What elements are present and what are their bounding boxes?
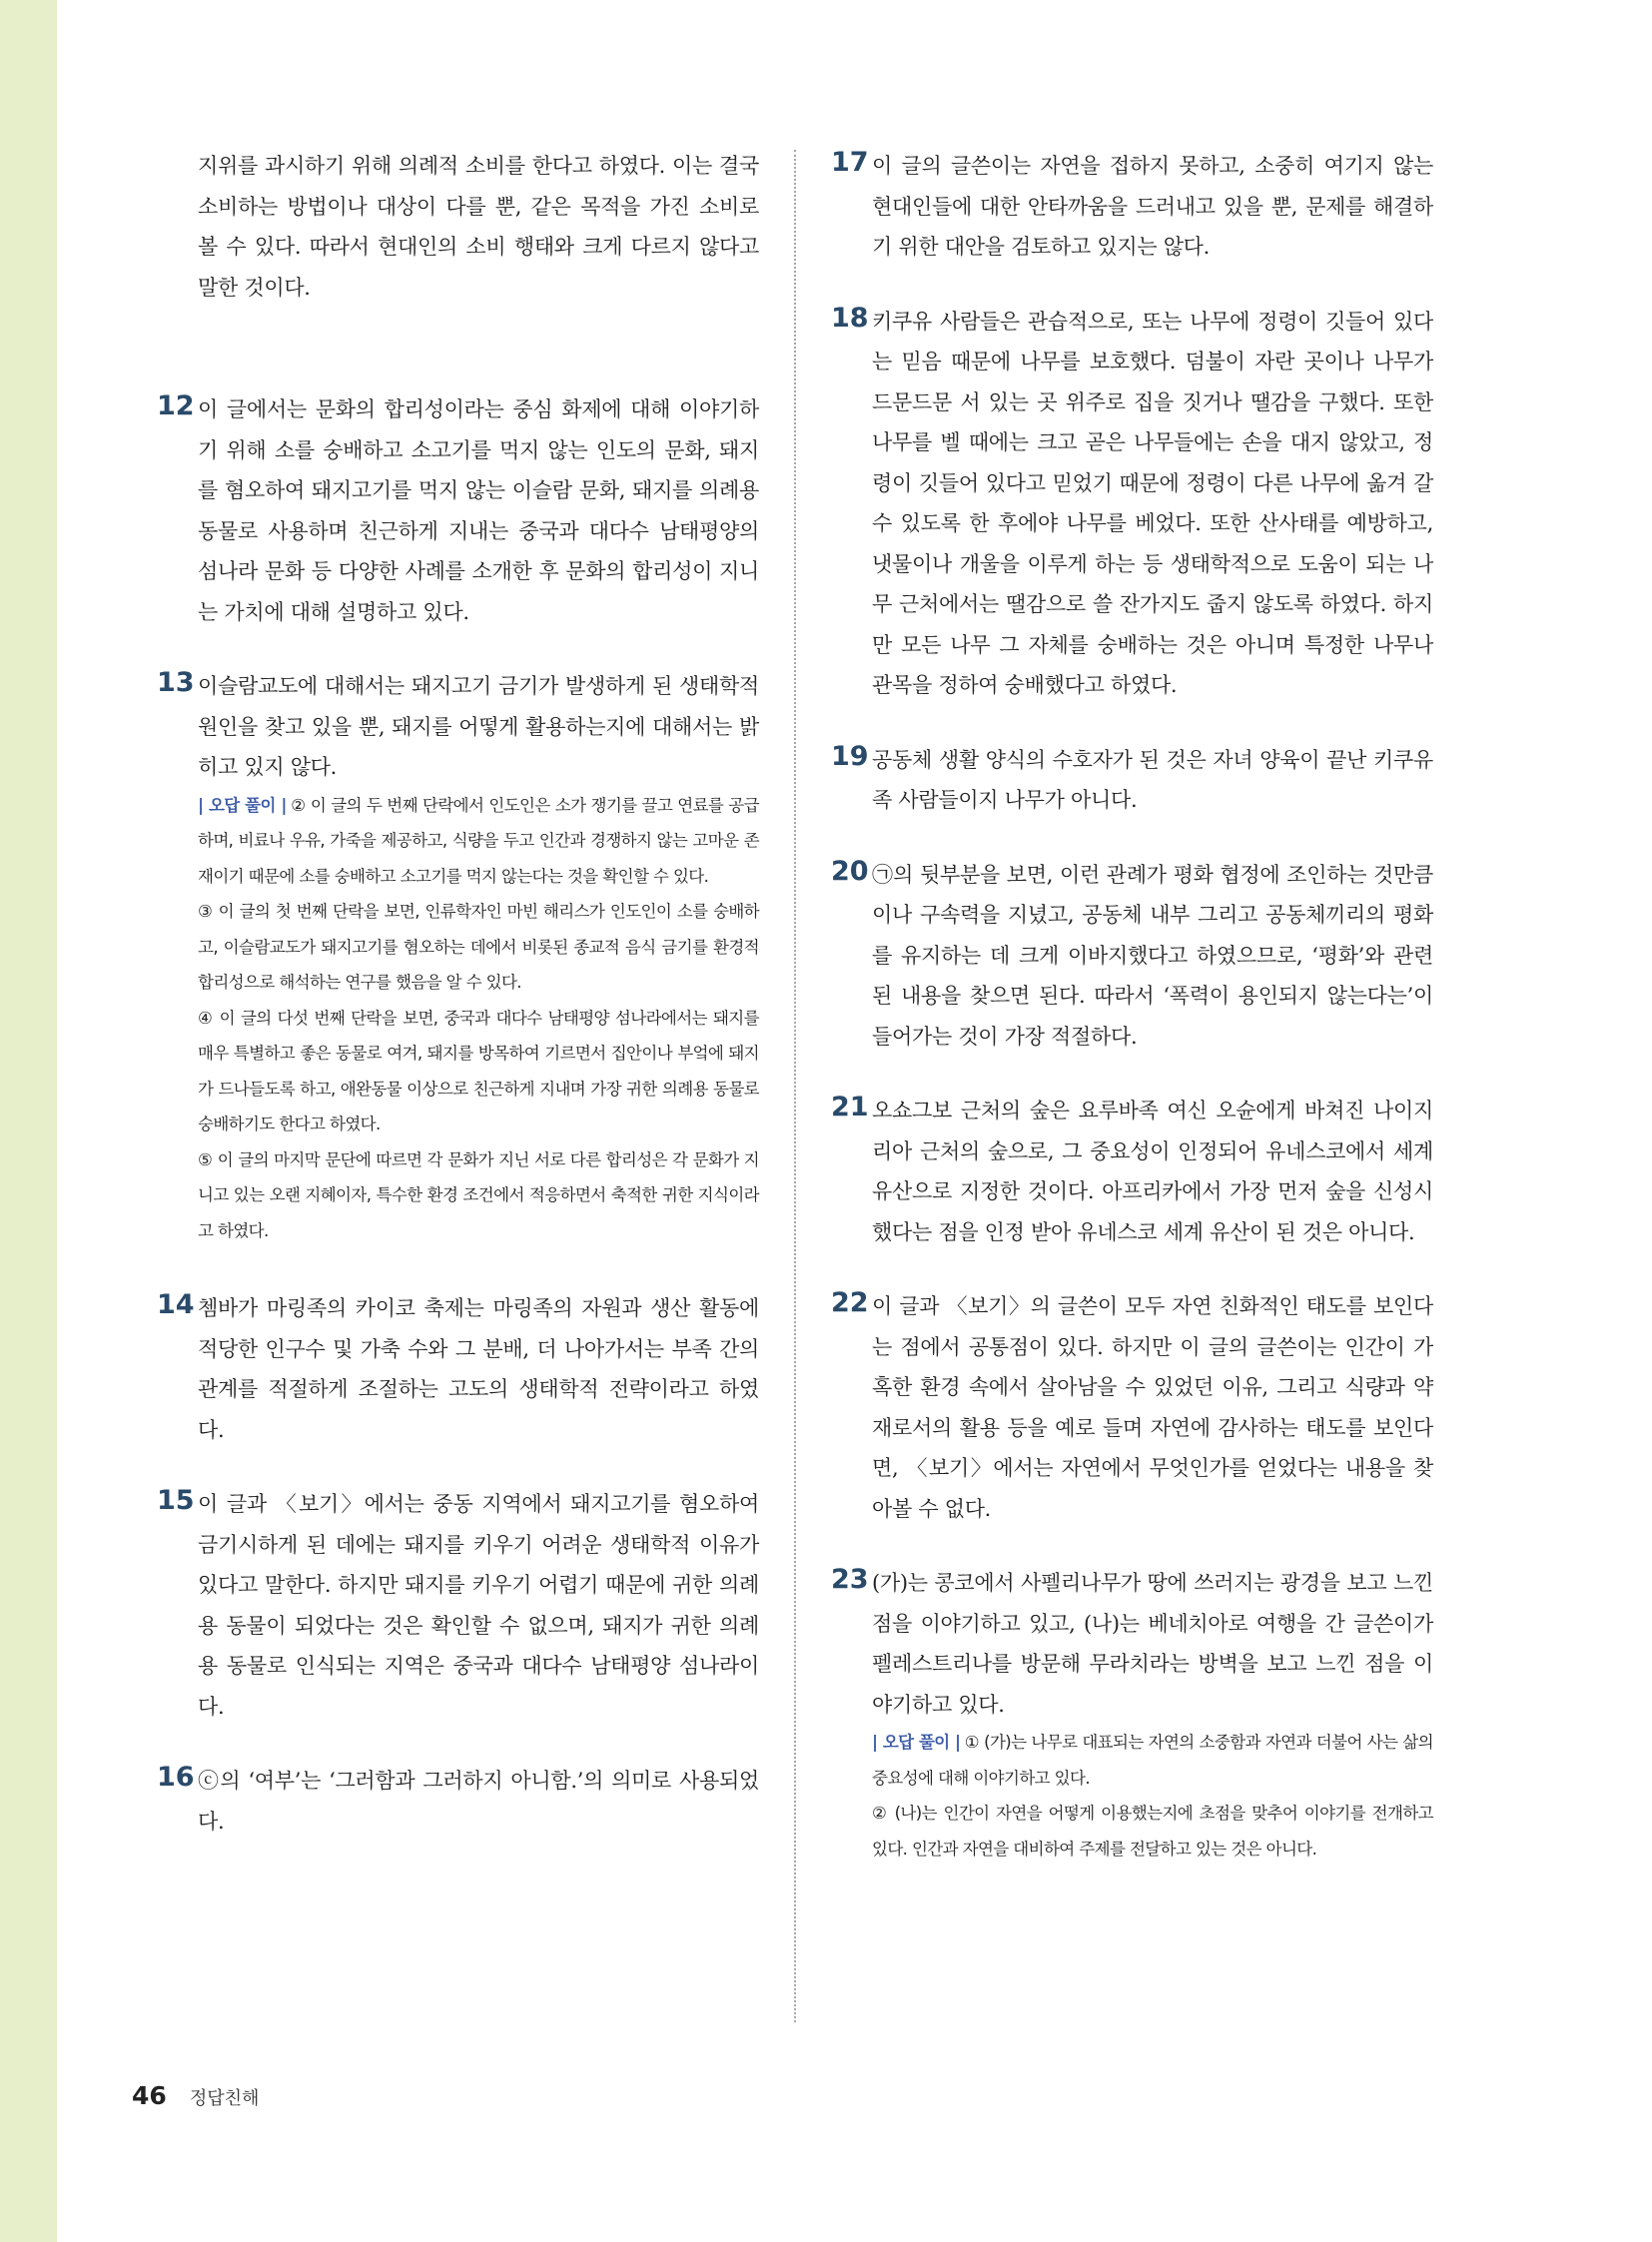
page-footer [132, 2081, 259, 2110]
note-text: ① (가)는 나무로 대표되는 자연의 소중함과 자연과 더불어 사는 삶의 중요성에 대해 이야기하고 있다. [872, 1733, 1433, 1788]
right-column [831, 146, 1433, 1900]
item-text: ⓒ의 ‘여부’는 ‘그러함과 그러하지 아니함.’의 의미로 사용되었다. [198, 1769, 759, 1834]
item-text: 공동체 생활 양식의 수호자가 된 것은 자녀 양육이 끝난 키쿠유족 사람들이지 나무가 아니다. [872, 747, 1433, 812]
item-text: 쳄바가 마링족의 카이코 축제는 마링족의 자원과 생산 활동에 적당한 인구수 및 가축 수와 그 분배, 더 나아가서는 부족 간의 관계를 적절하게 조절하는 고도의 생태학적 전략이라고 하였다. [198, 1296, 759, 1442]
item-text: 이슬람교도에 대해서는 돼지고기 금기가 발생하게 된 생태학적 원인을 찾고 있을 뿐, 돼지를 어떻게 활용하는지에 대해서는 밝히고 있지 않다. [198, 674, 759, 779]
item-number: 23 [831, 1564, 869, 1595]
answer-item-13 [157, 666, 759, 1248]
answer-item-19 [831, 740, 1433, 821]
item-text: 오쇼그보 근처의 숲은 요루바족 여신 오슌에게 바쳐진 나이지리아 근처의 숲으로, 그 중요성이 인정되어 유네스코에서 세계 유산으로 지정한 것이다. 아프리카에서 가장 먼저 숲을 신성시했다는 점을 인정 받아 유네스코 세계 유산이 된 것은 아니다. [872, 1099, 1433, 1244]
answer-item-22 [831, 1286, 1433, 1529]
note-text: ② 이 글의 두 번째 단락에서 인도인은 소가 쟁기를 끌고 연료를 공급하며, 비료나 우유, 가죽을 제공하고, 식량을 두고 인간과 경쟁하지 않는 고마운 존재이기 때문에 소를 숭배하고 소고기를 먹지 않는다는 것을 확인할 수 있다. [198, 795, 759, 886]
book-title-label: 정답친해 [189, 2088, 260, 2109]
answer-item-21 [831, 1091, 1433, 1252]
item-number: 13 [157, 667, 195, 698]
note-text: ② (나)는 인간이 자연을 어떻게 이용했는지에 초점을 맞추어 이야기를 전개하고 있다. 인간과 자연을 대비하여 주제를 전달하고 있는 것은 아니다. [872, 1804, 1433, 1859]
item-number: 12 [157, 390, 195, 421]
item-text: 이 글과 〈보기〉의 글쓴이 모두 자연 친화적인 태도를 보인다는 점에서 공통점이 있다. 하지만 이 글의 글쓴이는 인간이 가혹한 환경 속에서 살아남을 수 있었던 이유, 그리고 식량과 약재로서의 활용 등을 예로 들며 자연에 감사하는 태도를 보인다면, 〈보기〉에서는 자연에서 무엇인가를 얻었다는 내용을 찾아볼 수 없다. [872, 1294, 1433, 1521]
answer-item-23 [831, 1563, 1433, 1867]
wrong-answer-tag: | 오답 풀이 | [872, 1733, 961, 1752]
answer-item-14 [157, 1288, 759, 1450]
item-text: 이 글과 〈보기〉에서는 중동 지역에서 돼지고기를 혐오하여 금기시하게 된 데에는 돼지를 키우기 어려운 생태학적 이유가 있다고 말한다. 하지만 돼지를 키우기 어렵기 때문에 귀한 의례용 동물이 되었다는 것은 확인할 수 없으며, 돼지가 귀한 의례용 동물로 인식되는 지역은 중국과 대다수 남태평양 섬나라이다. [198, 1492, 759, 1719]
item-text: 키쿠유 사람들은 관습적으로, 또는 나무에 정령이 깃들어 있다는 믿음 때문에 나무를 보호했다. 덤불이 자란 곳이나 나무가 드문드문 서 있는 곳 위주로 집을 짓거나 땔감을 구했다. 또한 나무를 벨 때에는 크고 곧은 나무들에는 손을 대지 않았고, 정령이 깃들어 있다고 믿었기 때문에 정령이 다른 나무에 옮겨 갈 수 있도록 한 후에야 나무를 베었다. 또한 산사태를 예방하고, 냇물이나 개울을 이루게 하는 등 생태학적으로 도움이 되는 나무 근처에서는 땔감으로 쓸 잔가지도 줍지 않도록 하였다. 하지만 모든 나무 그 자체를 숭배하는 것은 아니며 특정한 나무나 관목을 정하여 숭배했다고 하였다. [872, 309, 1433, 697]
item-number: 21 [831, 1092, 869, 1122]
item-number: 20 [831, 855, 869, 887]
item-text: 이 글의 글쓴이는 자연을 접하지 못하고, 소중히 여기지 않는 현대인들에 대한 안타까움을 드러내고 있을 뿐, 문제를 해결하기 위한 대안을 검토하고 있지는 않다. [872, 154, 1433, 259]
column-divider [794, 150, 796, 2022]
note-text: ⑤ 이 글의 마지막 문단에 따르면 각 문화가 지닌 서로 다른 합리성은 각 문화가 지니고 있는 오랜 지혜이자, 특수한 환경 조건에서 적응하면서 축적한 귀한 지식이라고 하였다. [198, 1149, 759, 1240]
item-number: 17 [831, 147, 869, 178]
answer-item-12 [157, 389, 759, 632]
answer-item-20 [831, 855, 1433, 1058]
wrong-answer-tag: | 오답 풀이 | [198, 795, 287, 815]
item-number: 14 [157, 1289, 195, 1320]
item-number: 22 [831, 1287, 869, 1318]
item-text: ㉠의 뒷부분을 보면, 이런 관례가 평화 협정에 조인하는 것만큼이나 구속력을 지녔고, 공동체 내부 그리고 공동체끼리의 평화를 유지하는 데 크게 이바지했다고 하였으므로, ‘평화’와 관련된 내용을 찾으면 된다. 따라서 ‘폭력이 용인되지 않는다는’이 들어가는 것이 가장 적절하다. [872, 862, 1433, 1049]
note-text: ③ 이 글의 첫 번째 단락을 보면, 인류학자인 마빈 해리스가 인도인이 소를 숭배하고, 이슬람교도가 돼지고기를 혐오하는 데에서 비롯된 종교적 음식 금기를 환경적 합리성으로 해석하는 연구를 했음을 알 수 있다. [198, 902, 759, 992]
answer-item-17 [831, 146, 1433, 268]
item-number: 16 [157, 1762, 195, 1793]
page-number: 46 [132, 2081, 167, 2110]
item-number: 18 [831, 302, 869, 334]
answer-item-18 [831, 302, 1433, 706]
side-color-band [0, 0, 57, 2242]
note-text: ④ 이 글의 다섯 번째 단락을 보면, 중국과 대다수 남태평양 섬나라에서는 돼지를 매우 특별하고 좋은 동물로 여겨, 돼지를 방목하여 기르면서 집안이나 부엌에 돼지가 드나들도록 하고, 애완동물 이상으로 친근하게 지내며 가장 귀한 의례용 동물로 숭배하기도 한다고 하였다. [198, 1008, 759, 1133]
wrong-answer-note [872, 1725, 1433, 1796]
carry-over-paragraph: 지위를 과시하기 위해 의례적 소비를 한다고 하였다. 이는 결국 소비하는 방법이나 대상이 다를 뿐, 같은 목적을 가진 소비로 볼 수 있다. 따라서 현대인의 소비 행태와 크게 다르지 않다고 말한 것이다. [198, 154, 759, 300]
item-text: (가)는 콩코에서 사펠리나무가 땅에 쓰러지는 광경을 보고 느낀 점을 이야기하고 있고, (나)는 베네치아로 여행을 간 글쓴이가 펠레스트리나를 방문해 무라치라는 방벽을 보고 느낀 점을 이야기하고 있다. [872, 1571, 1433, 1717]
item-text: 이 글에서는 문화의 합리성이라는 중심 화제에 대해 이야기하기 위해 소를 숭배하고 소고기를 먹지 않는 인도의 문화, 돼지를 혐오하여 돼지고기를 먹지 않는 이슬람 문화, 돼지를 의례용 동물로 사용하며 친근하게 지내는 중국과 대다수 남태평양의 섬나라 문화 등 다양한 사례를 소개한 후 문화의 합리성이 지니는 가치에 대해 설명하고 있다. [198, 397, 759, 624]
answer-item-15 [157, 1484, 759, 1727]
wrong-answer-note [198, 788, 759, 895]
carry-over-text [160, 146, 759, 308]
answer-item-16 [157, 1761, 759, 1842]
item-number: 15 [157, 1485, 195, 1516]
left-column [157, 146, 759, 1875]
item-number: 19 [831, 740, 869, 772]
